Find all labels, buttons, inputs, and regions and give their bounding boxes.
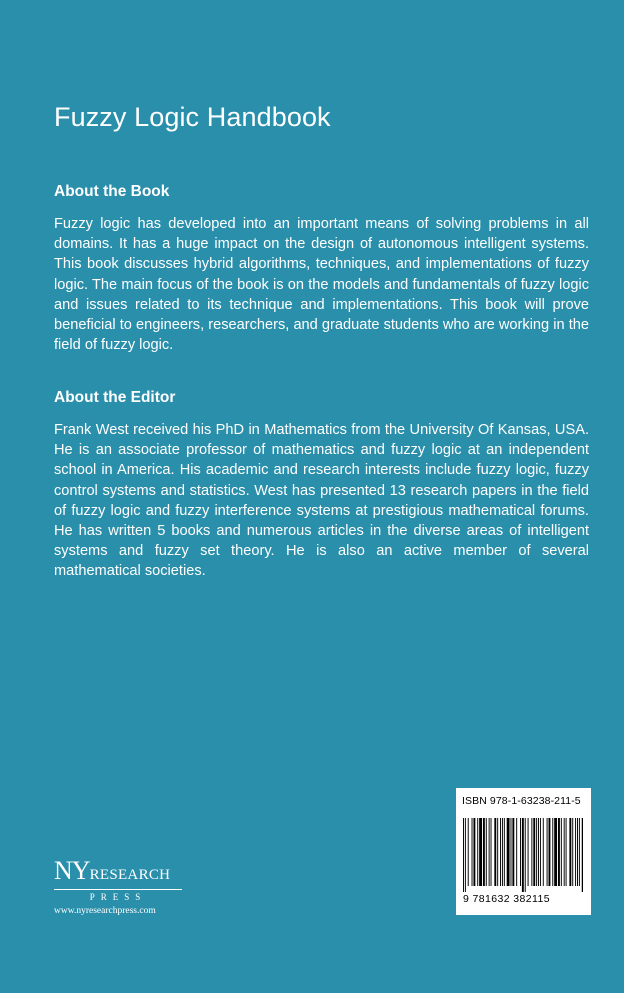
about-editor-text: Frank West received his PhD in Mathematics from the University Of Kansas, USA. He is an associate professor of mathematics and fuzzy logic at an independent school in America. His academic and research interests include fuzzy logic, fuzzy control systems and statistics. West has presented 13 research papers in the field of fuzzy logic and fuzzy interference systems at prestigious mathematical forums. He has written 5 books and numerous articles in the diverse areas of intelligent systems and fuzzy set theory. He is also an active member of several mathematical societies. (54, 422, 589, 580)
about-editor-heading: About the Editor (54, 389, 176, 406)
barcode-bar (564, 818, 565, 886)
isbn-label: ISBN 978-1-63238-211-5 (462, 795, 581, 807)
barcode-bar (575, 818, 576, 886)
barcode-bar (582, 818, 583, 892)
book-title: Fuzzy Logic Handbook (54, 102, 331, 132)
barcode-bar (533, 818, 535, 886)
barcode-bar (522, 818, 524, 892)
barcode-bar (512, 818, 514, 886)
barcode-bar (486, 818, 487, 886)
barcode-bar (536, 818, 537, 886)
barcode-bar (577, 818, 578, 886)
barcode-bar (497, 818, 498, 886)
barcode-bar (491, 818, 492, 886)
barcode-bar (494, 818, 496, 886)
publisher-website: www.nyresearchpress.com (54, 906, 156, 916)
publisher-divider (54, 889, 182, 890)
barcode-bar (479, 818, 482, 886)
barcode-bar (507, 818, 510, 886)
barcode-bar (511, 818, 512, 886)
barcode-bar (504, 818, 505, 886)
barcode-bar (473, 818, 475, 886)
barcode-bar (558, 818, 560, 886)
barcode-bar (552, 818, 553, 886)
publisher-wordmark (54, 856, 194, 886)
barcode-bar (528, 818, 529, 886)
barcode-bar (500, 818, 501, 886)
barcode-bar (549, 818, 551, 886)
about-book-text: Fuzzy logic has developed into an important means of solving problems in all domains. It has a huge impact on the design of autonomous intelligent systems. This book discusses hybrid algorithms, techniques, and implementations of fuzzy logic. The main focus of the book is on the models and fundamentals of fuzzy logic and issues related to its technique and implementations. This book will prove beneficial to engineers, researchers, and graduate students who are working in the field of fuzzy logic. (54, 216, 589, 354)
barcode-bar (463, 818, 464, 892)
barcode-bar (465, 818, 466, 892)
barcode-bar (531, 818, 532, 886)
publisher-press: PRESS (89, 892, 147, 902)
barcode-bar (472, 818, 473, 886)
barcode-bar (525, 818, 526, 892)
barcode-bar (483, 818, 485, 886)
barcode-bar (569, 818, 571, 886)
barcode-bar (572, 818, 573, 886)
publisher-logo (54, 856, 194, 916)
barcode-bar (502, 818, 503, 886)
barcode-bar (468, 818, 469, 886)
barcode-bar (540, 818, 541, 886)
barcode-number: 9 781632 382115 (463, 893, 550, 905)
barcode-bar (477, 818, 478, 886)
barcode-bar (489, 818, 490, 886)
barcode-bar (520, 818, 521, 886)
barcode-bar (561, 818, 562, 886)
barcode-bar (543, 818, 544, 886)
barcode-panel (456, 788, 591, 915)
publisher-ny: NY (54, 856, 90, 885)
publisher-research: RESEARCH (89, 867, 171, 883)
barcode-bar (566, 818, 567, 886)
barcode-bar (554, 818, 557, 886)
barcode-bar (547, 818, 548, 886)
about-book-heading: About the Book (54, 183, 170, 200)
barcode-bar (579, 818, 580, 886)
barcode-bars (463, 818, 583, 892)
barcode-bar (538, 818, 539, 886)
barcode-bar (516, 818, 517, 886)
